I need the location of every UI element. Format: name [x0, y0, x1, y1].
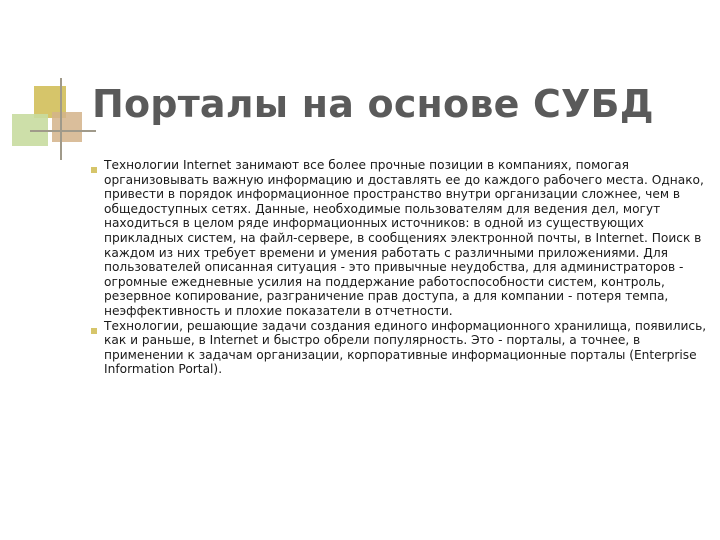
deco-line-vertical — [60, 78, 62, 160]
deco-line-horizontal — [30, 130, 96, 132]
square-bullet-icon — [91, 328, 97, 334]
bullet-text-1: Технологии Internet занимают все более прочные позиции в компаниях, помогая организовывать важную информацию и доставлять ее до каждого рабочего места. Однако, привести в порядок информационное пространство внутри организации сложнее, чем в общедоступных сетях. Данные, необходимые пользователям для ведения дел, могут находиться в целом ряде информационных источников: в одной из существующих прикладных систем, на файл-сервере, в сообщениях электронной почты, в Internet. Поиск в каждом из них требует времени и умения работать с различными приложениями. Для пользователей описанная ситуация - это привычные неудобства, для администраторов - огромные ежедневные усилия на поддержание работоспособности систем, контроль, резервное копирование, разграничение прав доступа, а для компании - потеря темпа, неэффективность и плохие показатели в отчетности. — [104, 158, 704, 318]
bullet-list — [92, 158, 707, 377]
bullet-item-2 — [92, 319, 707, 377]
deco-square-tan — [52, 112, 82, 142]
bullet-item-1 — [92, 158, 707, 319]
decorative-squares-graphic — [0, 0, 100, 170]
bullet-text-2: Технологии, решающие задачи создания единого информационного хранилища, появились, как и раньше, в Internet и быстро обрели популярность. Это - порталы, а точнее, в применении к задачам организации, корпоративные информационные порталы (Enterprise Information Portal). — [104, 318, 707, 377]
slide-title: Порталы на основе СУБД — [92, 82, 654, 126]
square-bullet-icon — [91, 167, 97, 173]
